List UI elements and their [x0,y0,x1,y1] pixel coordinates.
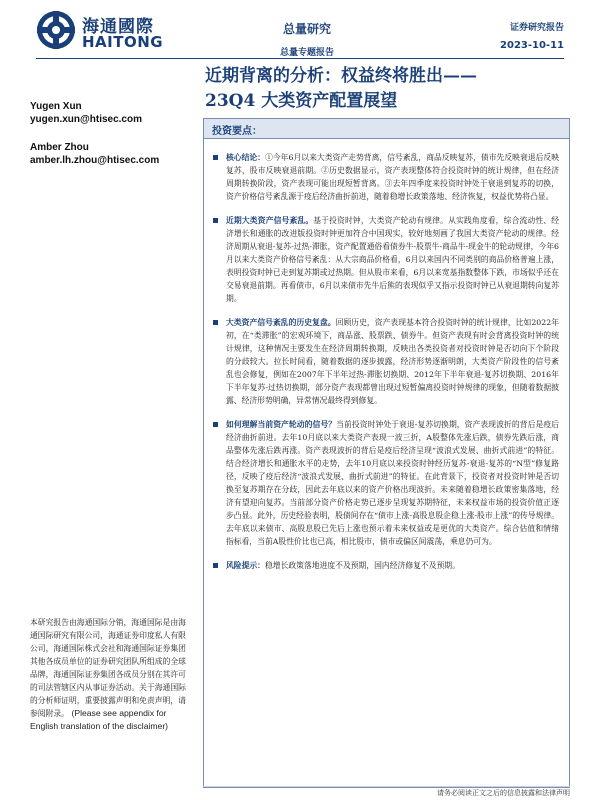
haitong-logo [36,10,186,50]
highlight-paragraph [226,316,559,407]
author-list [30,100,200,182]
highlight-lead: 大类资产信号紊乱的历史复盘。 [226,318,336,327]
risk-warning-paragraph [226,559,559,572]
header-divider [36,58,564,59]
footer-notice: 请务必阅读正文之后的信息披露和法律声明 [437,789,570,797]
report-meta [500,20,564,51]
highlight-item [212,214,559,305]
author-name: Amber Zhou [30,142,89,153]
square-bullet-icon [213,218,218,223]
disclaimer-chinese: 本研究报告由海通国际分销，海通国际是由海通国际研究有限公司，海通证券印度私人有限公司，海通国际株式会社和海通国际证券集团其他各成员单位的证券研究团队所组成的全球品牌，海通国际证券集团各成员分别在其许可的司法管辖区内从事证券活动。关于海通国际的分析师证明，重要披露声明和免责声明，请参阅附录。 [30,618,186,718]
highlight-item [212,418,559,548]
disclaimer-english-note: (Please see appendix for English translation of the disclaimer) [30,708,169,731]
author-name: Yugen Xun [30,101,82,112]
report-category-block [255,20,359,58]
report-title [205,64,570,114]
footer-divider [203,786,570,787]
author-entry [30,100,200,126]
logo-english-text: HAITONG [82,33,164,51]
highlight-paragraph [226,214,559,305]
highlight-item [212,316,559,407]
report-date: 2023-10-11 [500,40,564,51]
highlight-lead: 近期大类资产信号紊乱。 [226,216,314,225]
square-bullet-icon [213,320,218,325]
square-bullet-icon [213,563,218,568]
report-subtype: 总量专题报告 [279,48,334,58]
square-bullet-icon [213,155,218,160]
highlight-lead: 如何理解当前资产轮动的信号？ [226,420,337,429]
highlight-paragraph [226,418,559,548]
highlight-lead: 核心结论： [226,153,266,162]
highlights-list [204,139,569,572]
author-email[interactable]: yugen.xun@htisec.com [30,114,142,125]
investment-highlights-header [204,119,569,139]
author-email[interactable]: amber.lh.zhou@htisec.com [30,155,160,166]
investment-highlights-box [203,118,570,788]
logo-chinese-text: 海通國際 [82,17,154,37]
highlight-item [212,151,559,203]
report-type: 证券研究报告 [509,23,564,33]
highlight-item [212,559,559,572]
highlight-paragraph [226,151,559,203]
highlight-text: 基于投资时钟，大类资产轮动有规律。从实践角度看，综合流动性、经济增长和通胀的改进版投资时钟更加符合中国现实，较好地刻画了我国大类资产轮动的规律。经济周期从衰退-复苏-过热-滞胀，资产配置通俗看债券牛-股票牛-商品牛-现金牛的轮动规律，今年6月以来大类资产价格信号紊乱：从大宗商品价格看，6月以来国内不同类别的商品价格普遍上涨，表明投资时钟已走到复苏期或过热期。但从股市来看，6月以来宽基指数整体下跌，市场似乎还在交易衰退前期。再看债市，6月以来债市先牛后熊的表现似乎又指示投资时钟已从衰退期转向复苏期。 [226,216,559,303]
report-category: 总量研究 [282,22,331,36]
highlight-lead: 风险提示： [226,561,265,570]
title-line-2: 23Q4 大类资产配置展望 [205,91,398,111]
highlight-text: 稳增长政策落地进度不及预期，国内经济修复不及预期。 [264,561,460,570]
highlight-text: 当前投资时钟处于衰退-复苏切换期，资产表现波折的背后是疫后经济曲折前进。去年10月底以来大类资产表现一波三折，A股整体先涨后跌，债券先跌后涨，商品整体先涨后跌再涨。资产表现波折的背后是疫后经济呈现“波浪式发展、曲折式前进”的特征。结合经济增长和通胀水平的走势，去年10月底以来投资时钟经历复苏-衰退-复苏的“N型”修复路径，反映了疫后经济“波浪式发展、曲折式前进”的特征。在此背景下，投资者对投资时钟是否切换至复苏期存在分歧，因此去年底以来的资产价格出现波折。未来随着稳增长政策密集落地，经济有望迎向复苏。当前部分资产价格走势已逐步呈现复苏期特征，未来权益市场的投资价值正逐步凸显。此外，历史经验表明，股债间存在“债市上涨-高股息股企稳上涨-股市上涨”的传导规律。去年底以来债市、高股息股已先后上涨也预示着未来权益或是更优的大类资产。综合估值和情绪指标看，当前A股性价比也已高，相比股市，债市或偏区间震荡，乘息仍可为。 [226,420,559,546]
highlight-text: ①今年6月以来大类资产走势背离，信号紊乱，商品反映复苏，债市先反映衰退后反映复苏，股市反映衰退前期。②历史数据显示，资产表现整体符合投资时钟的统计规律，但在经济周期转换阶段，资产表现可能出现短暂背离。③去年四季度来投资时钟处于衰退到复苏的切换，资产价格信号紊乱源于疫后经济曲折前进，随着稳增长政策落地、经济恢复，权益优势将凸显。 [226,153,559,201]
haitong-emblem-icon [36,10,76,50]
distribution-disclaimer [30,616,192,733]
square-bullet-icon [213,422,218,427]
investment-highlights-heading: 投资要点： [212,126,262,137]
highlight-text: 回顾历史，资产表现基本符合投资时钟的统计规律，比如2022年初，在“类滞胀”的宏观环境下，商品涨、股票跌、债券牛。但资产表现有时会背离投资时钟的统计规律，这种情况主要发生在经济周期转换期，反映出各类投资者对投资时钟是否切向下个阶段的分歧较大。拉长时间看，随着数据的逐步披露，经济形势逐渐明朗，大类资产阶段性的信号紊乱也会修复，例如在2007年下半年过热-滞胀切换期、2012年下半年衰退-复苏切换期、2016年下半年复苏-过热切换期，部分资产表现都曾出现过短暂偏离投资时钟规律的现象，但随着数据披露、经济形势明确，异常情况最终得到修复。 [226,318,560,405]
title-line-1: 近期背离的分析：权益终将胜出—— [205,66,477,86]
author-entry [30,141,200,167]
